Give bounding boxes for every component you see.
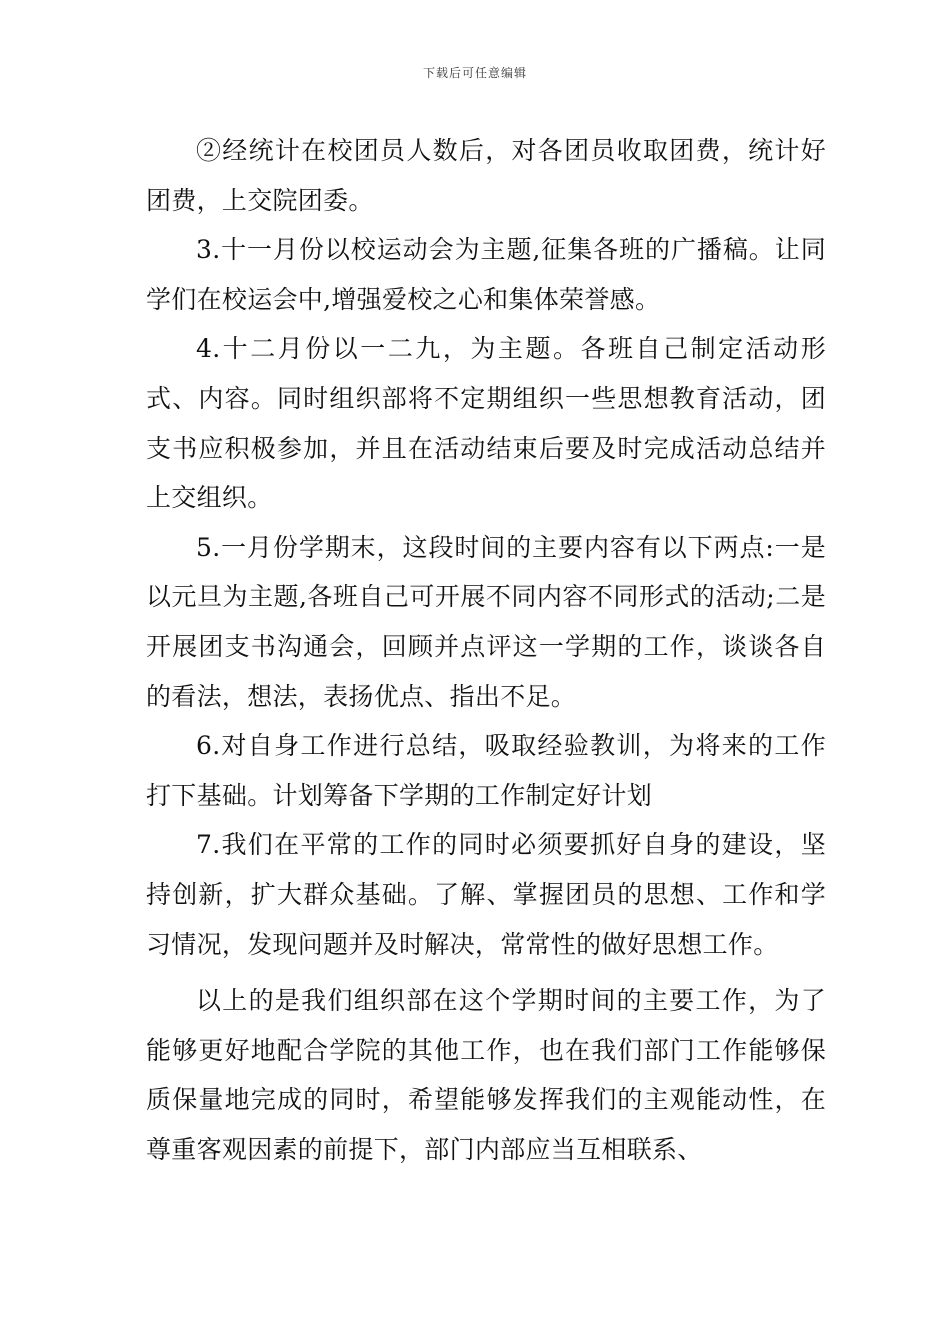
paragraph-summary: 以上的是我们组织部在这个学期时间的主要工作，为了能够更好地配合学院的其他工作，也在我们部门工作能够保质保量地完成的同时，希望能够发挥我们的主观能动性，在尊重客观因素的前提下，部门内部应当互相联系、 xyxy=(146,986,826,1164)
paragraph-item-6: 6.对自身工作进行总结，吸取经验教训，为将来的工作打下基础。计划筹备下学期的工作制定好计划 xyxy=(146,731,826,810)
paragraph-item-7: 7.我们在平常的工作的同时必须要抓好自身的建设，坚持创新，扩大群众基础。了解、掌握团员的思想、工作和学习情况，发现问题并及时解决，常常性的做好思想工作。 xyxy=(146,830,826,959)
paragraph-item-5: 5.一月份学期末，这段时间的主要内容有以下两点:一是以元旦为主题,各班自己可开展不同内容不同形式的活动;二是开展团支书沟通会，回顾并点评这一学期的工作，谈谈各自的看法，想法，表扬优点、指出不足。 xyxy=(146,532,826,711)
header-note: 下载后可任意编辑 xyxy=(422,66,527,80)
document-body xyxy=(146,126,826,1174)
paragraph-item-4: 4.十二月份以一二九，为主题。各班自己制定活动形式、内容。同时组织部将不定期组织一些思想教育活动，团支书应积极参加，并且在活动结束后要及时完成活动总结并上交组织。 xyxy=(146,334,826,513)
paragraph-item-3: 3.十一月份以校运动会为主题,征集各班的广播稿。让同学们在校运会中,增强爱校之心和集体荣誉感。 xyxy=(146,235,826,314)
paragraph-item-2: ②经统计在校团员人数后，对各团员收取团费，统计好团费，上交院团委。 xyxy=(146,136,826,215)
